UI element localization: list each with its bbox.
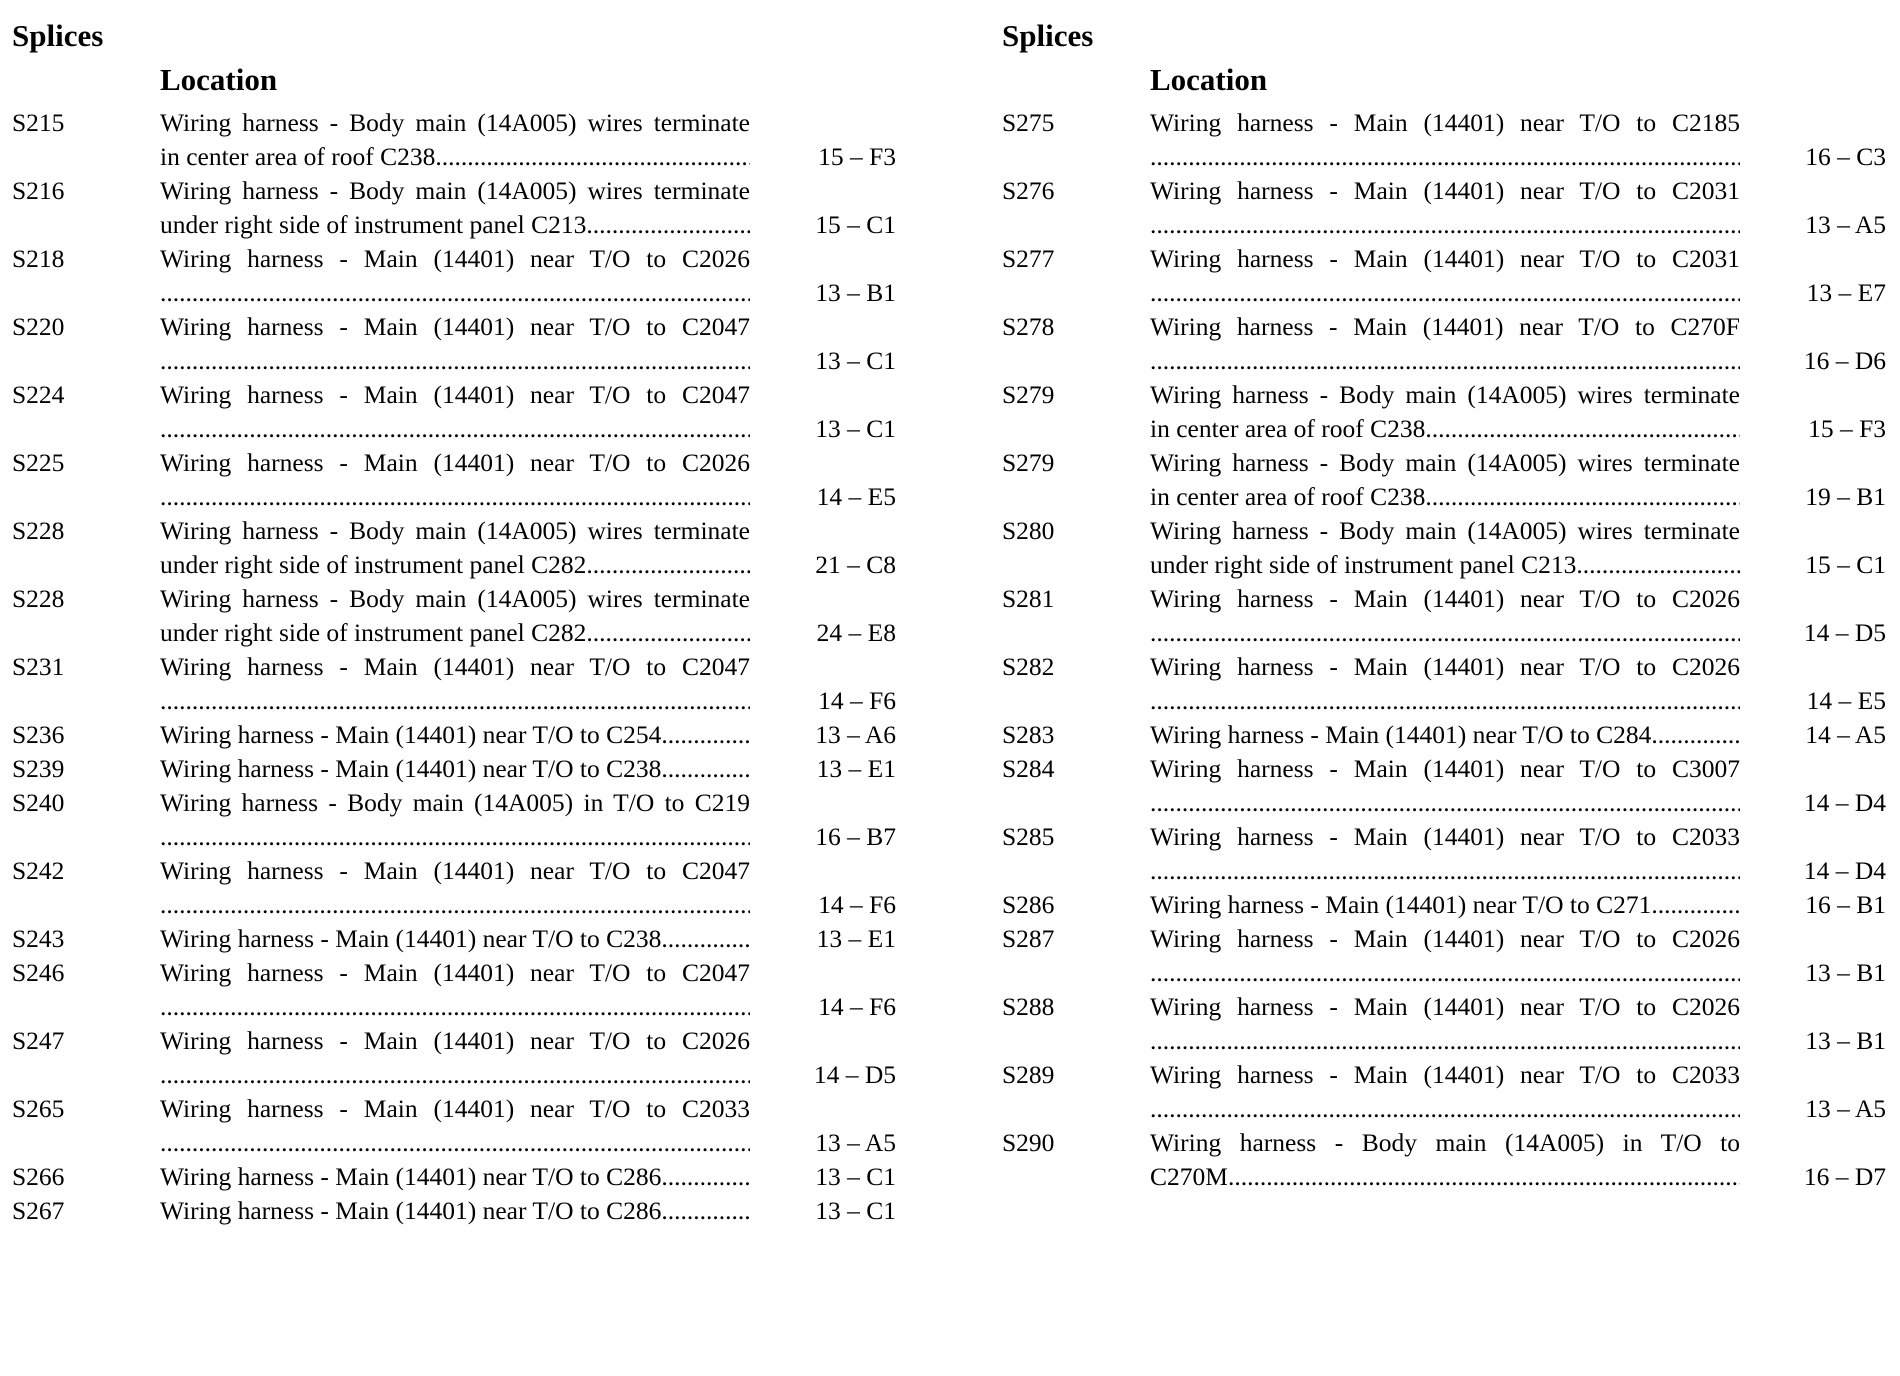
splice-id: S276 [1002,176,1055,205]
location-text: in center area of roof C238 [1150,482,1426,511]
dot-leader [1228,1160,1740,1194]
location-header: Location [160,62,278,97]
splice-entry [1002,1058,1892,1126]
dot-leader [661,752,750,786]
dot-leader [160,480,750,514]
location-text: Wiring harness - Main (14401) near T/O to C2026 [1150,652,1740,681]
dot-leader [1651,888,1740,922]
splice-entry [12,956,902,1024]
grid-reference: 13 – A5 [1805,210,1886,239]
dot-leader [160,820,750,854]
location-text: Wiring harness - Main (14401) near T/O to C2047 [160,380,750,409]
location-text: Wiring harness - Main (14401) near T/O to C286 [160,1162,662,1191]
grid-reference: 14 – E5 [816,482,896,511]
splice-location [160,922,750,956]
grid-reference: 15 – F3 [1808,414,1886,443]
location-text: under right side of instrument panel C282 [160,550,587,579]
dot-leader [435,140,750,174]
splice-id: S281 [1002,584,1055,613]
splice-location [1150,378,1740,446]
dot-leader [1150,1024,1740,1058]
dot-leader [1150,208,1740,242]
splice-entry [12,582,902,650]
location-text: under right side of instrument panel C213 [1150,550,1577,579]
dot-leader [160,1058,750,1092]
grid-reference: 13 – B1 [815,278,896,307]
splice-location [1150,888,1740,922]
splice-id: S220 [12,312,65,341]
grid-reference: 21 – C8 [815,550,896,579]
splice-entry [12,378,902,446]
splice-location [1150,1058,1740,1126]
splice-location [160,1024,750,1092]
splice-location [160,786,750,854]
splice-entry [1002,990,1892,1058]
splice-id: S279 [1002,380,1055,409]
dot-leader [586,548,750,582]
location-text: Wiring harness - Body main (14A005) wires terminate [1150,448,1740,477]
splice-entry [1002,752,1892,820]
dot-leader [160,1126,750,1160]
location-text: Wiring harness - Main (14401) near T/O to C3007 [1150,754,1740,783]
splice-entry [12,106,902,174]
splice-location [1150,106,1740,174]
location-text: Wiring harness - Body main (14A005) wires terminate [160,516,750,545]
dot-leader [1150,956,1740,990]
location-text: C270M [1150,1162,1228,1191]
location-text: Wiring harness - Main (14401) near T/O to C2026 [160,448,750,477]
splice-entry [12,1092,902,1160]
splice-entry [1002,820,1892,888]
splice-location [1150,446,1740,514]
location-text: Wiring harness - Main (14401) near T/O to C2033 [1150,822,1740,851]
location-text: Wiring harness - Main (14401) near T/O to C2185 [1150,108,1740,137]
location-text: Wiring harness - Main (14401) near T/O to C286 [160,1196,662,1225]
dot-leader [1150,276,1740,310]
grid-reference: 15 – C1 [1805,550,1886,579]
grid-reference: 14 – D5 [1803,618,1886,647]
grid-reference: 13 – C1 [815,346,896,375]
grid-reference: 14 – F6 [818,686,896,715]
grid-reference: 16 – B1 [1805,890,1886,919]
grid-reference: 13 – C1 [815,1196,896,1225]
grid-reference: 16 – D6 [1803,346,1886,375]
grid-reference: 13 – B1 [1805,1026,1886,1055]
splice-location [1150,990,1740,1058]
splice-location [1150,820,1740,888]
splice-location [1150,242,1740,310]
grid-reference: 13 – A6 [815,720,896,749]
splice-location [1150,718,1740,752]
splice-id: S216 [12,176,65,205]
splice-id: S228 [12,584,65,613]
splice-id: S277 [1002,244,1055,273]
section-title: Splices [1002,18,1094,53]
splice-id: S225 [12,448,65,477]
grid-reference: 16 – C3 [1805,142,1886,171]
splices-column-right [1002,14,1892,1194]
splice-entry [12,752,902,786]
location-text: Wiring harness - Main (14401) near T/O to C2026 [160,244,750,273]
location-text: Wiring harness - Main (14401) near T/O to C2031 [1150,176,1740,205]
dot-leader [1576,548,1740,582]
location-text: Wiring harness - Main (14401) near T/O to C2047 [160,312,750,341]
dot-leader [1150,854,1740,888]
splice-id: S218 [12,244,65,273]
grid-reference: 13 – C1 [815,1162,896,1191]
dot-leader [661,1160,750,1194]
splice-location [160,650,750,718]
dot-leader [1150,1092,1740,1126]
dot-leader [661,718,750,752]
splice-location [160,1092,750,1160]
splice-location [160,752,750,786]
grid-reference: 16 – D7 [1803,1162,1886,1191]
section-title: Splices [12,18,104,53]
grid-reference: 14 – D5 [813,1060,896,1089]
splice-entry [1002,1126,1892,1194]
splice-id: S285 [1002,822,1055,851]
dot-leader [160,344,750,378]
splice-location [160,106,750,174]
dot-leader [1425,480,1740,514]
splice-id: S284 [1002,754,1055,783]
grid-reference: 15 – C1 [815,210,896,239]
splice-location [160,310,750,378]
splice-list [1002,106,1892,1194]
location-text: Wiring harness - Main (14401) near T/O to C270F [1150,312,1740,341]
splice-entry [12,242,902,310]
location-text: Wiring harness - Main (14401) near T/O to C2047 [160,856,750,885]
splice-entry [12,718,902,752]
dot-leader [1150,140,1740,174]
splice-entry [12,1160,902,1194]
splice-list [12,106,902,1228]
splice-entry [12,514,902,582]
splice-location [160,514,750,582]
splice-location [160,718,750,752]
dot-leader [661,922,750,956]
splice-id: S239 [12,754,65,783]
location-text: Wiring harness - Main (14401) near T/O to C2026 [1150,992,1740,1021]
splice-entry [1002,106,1892,174]
splice-entry [12,650,902,718]
splice-location [1150,310,1740,378]
splice-location [1150,650,1740,718]
location-text: Wiring harness - Body main (14A005) wires terminate [160,584,750,613]
dot-leader [160,990,750,1024]
splice-id: S279 [1002,448,1055,477]
splice-id: S243 [12,924,65,953]
dot-leader [1150,616,1740,650]
splice-entry [12,922,902,956]
splice-entry [1002,174,1892,242]
grid-reference: 14 – F6 [818,890,896,919]
location-text: Wiring harness - Body main (14A005) wires terminate [160,176,750,205]
grid-reference: 14 – A5 [1805,720,1886,749]
grid-reference: 13 – C1 [815,414,896,443]
grid-reference: 14 – D4 [1803,856,1886,885]
splice-location [160,174,750,242]
splice-entry [1002,514,1892,582]
grid-reference: 14 – F6 [818,992,896,1021]
grid-reference: 24 – E8 [816,618,896,647]
splice-location [160,242,750,310]
grid-reference: 13 – E7 [1806,278,1886,307]
splice-location [1150,174,1740,242]
splice-entry [1002,310,1892,378]
splice-id: S265 [12,1094,65,1123]
grid-reference: 13 – E1 [816,754,896,783]
location-text: Wiring harness - Main (14401) near T/O to C284 [1150,720,1652,749]
splice-id: S236 [12,720,65,749]
splice-location [160,1160,750,1194]
splice-id: S288 [1002,992,1055,1021]
grid-reference: 14 – D4 [1803,788,1886,817]
splice-entry [12,174,902,242]
location-header: Location [1150,62,1268,97]
splice-id: S282 [1002,652,1055,681]
splice-id: S286 [1002,890,1055,919]
grid-reference: 13 – B1 [1805,958,1886,987]
dot-leader [1150,786,1740,820]
location-text: Wiring harness - Body main (14A005) wires terminate [160,108,750,137]
splice-location [160,854,750,922]
location-text: under right side of instrument panel C213 [160,210,587,239]
location-text: Wiring harness - Body main (14A005) wires terminate [1150,380,1740,409]
location-text: under right side of instrument panel C282 [160,618,587,647]
grid-reference: 14 – E5 [1806,686,1886,715]
splice-id: S228 [12,516,65,545]
location-text: Wiring harness - Main (14401) near T/O to C2033 [160,1094,750,1123]
splice-id: S275 [1002,108,1055,137]
splice-id: S287 [1002,924,1055,953]
splice-entry [12,1194,902,1228]
location-text: Wiring harness - Body main (14A005) wires terminate [1150,516,1740,545]
splice-id: S280 [1002,516,1055,545]
splice-id: S267 [12,1196,65,1225]
splice-id: S278 [1002,312,1055,341]
splice-entry [12,786,902,854]
location-text: Wiring harness - Main (14401) near T/O to C238 [160,924,662,953]
location-text: Wiring harness - Main (14401) near T/O to C2047 [160,958,750,987]
splice-entry [1002,446,1892,514]
dot-leader [160,276,750,310]
splices-column-left [12,14,902,1228]
location-text: Wiring harness - Main (14401) near T/O to C2026 [1150,584,1740,613]
splice-entry [12,1024,902,1092]
splice-entry [1002,582,1892,650]
dot-leader [160,412,750,446]
splice-location [160,582,750,650]
splice-id: S289 [1002,1060,1055,1089]
splice-location [1150,514,1740,582]
splice-id: S246 [12,958,65,987]
splice-location [1150,922,1740,990]
splice-entry [1002,888,1892,922]
location-text: in center area of roof C238 [160,142,436,171]
splice-id: S290 [1002,1128,1055,1157]
splice-entry [12,310,902,378]
grid-reference: 13 – E1 [816,924,896,953]
splice-entry [1002,922,1892,990]
location-text: Wiring harness - Main (14401) near T/O to C271 [1150,890,1652,919]
dot-leader [1651,718,1740,752]
location-text: Wiring harness - Main (14401) near T/O to C2033 [1150,1060,1740,1089]
splice-entry [1002,718,1892,752]
splice-entry [1002,650,1892,718]
dot-leader [1425,412,1740,446]
splice-entry [12,446,902,514]
splice-location [1150,752,1740,820]
splice-id: S242 [12,856,65,885]
location-text: Wiring harness - Main (14401) near T/O to C2047 [160,652,750,681]
location-text: Wiring harness - Main (14401) near T/O to C2026 [1150,924,1740,953]
location-text: Wiring harness - Main (14401) near T/O to C2026 [160,1026,750,1055]
splice-entry [1002,242,1892,310]
dot-leader [160,888,750,922]
dot-leader [661,1194,750,1228]
splice-location [1150,1126,1740,1194]
splice-location [160,446,750,514]
splice-id: S231 [12,652,65,681]
splice-location [160,1194,750,1228]
grid-reference: 13 – A5 [1805,1094,1886,1123]
dot-leader [1150,344,1740,378]
splice-id: S266 [12,1162,65,1191]
splice-id: S240 [12,788,65,817]
splice-id: S224 [12,380,65,409]
location-text: Wiring harness - Main (14401) near T/O to C2031 [1150,244,1740,273]
splice-location [160,378,750,446]
dot-leader [160,684,750,718]
grid-reference: 15 – F3 [818,142,896,171]
location-text: in center area of roof C238 [1150,414,1426,443]
dot-leader [1150,684,1740,718]
dot-leader [586,208,750,242]
location-text: Wiring harness - Main (14401) near T/O to C238 [160,754,662,783]
splice-location [1150,582,1740,650]
location-text: Wiring harness - Main (14401) near T/O to C254 [160,720,662,749]
splice-id: S247 [12,1026,65,1055]
splice-entry [12,854,902,922]
splice-location [160,956,750,1024]
grid-reference: 16 – B7 [815,822,896,851]
splice-id: S283 [1002,720,1055,749]
splice-id: S215 [12,108,65,137]
grid-reference: 19 – B1 [1805,482,1886,511]
location-text: Wiring harness - Body main (14A005) in T/O to [1150,1128,1740,1157]
grid-reference: 13 – A5 [815,1128,896,1157]
location-text: Wiring harness - Body main (14A005) in T/O to C219 [160,788,750,817]
splice-entry [1002,378,1892,446]
dot-leader [586,616,750,650]
